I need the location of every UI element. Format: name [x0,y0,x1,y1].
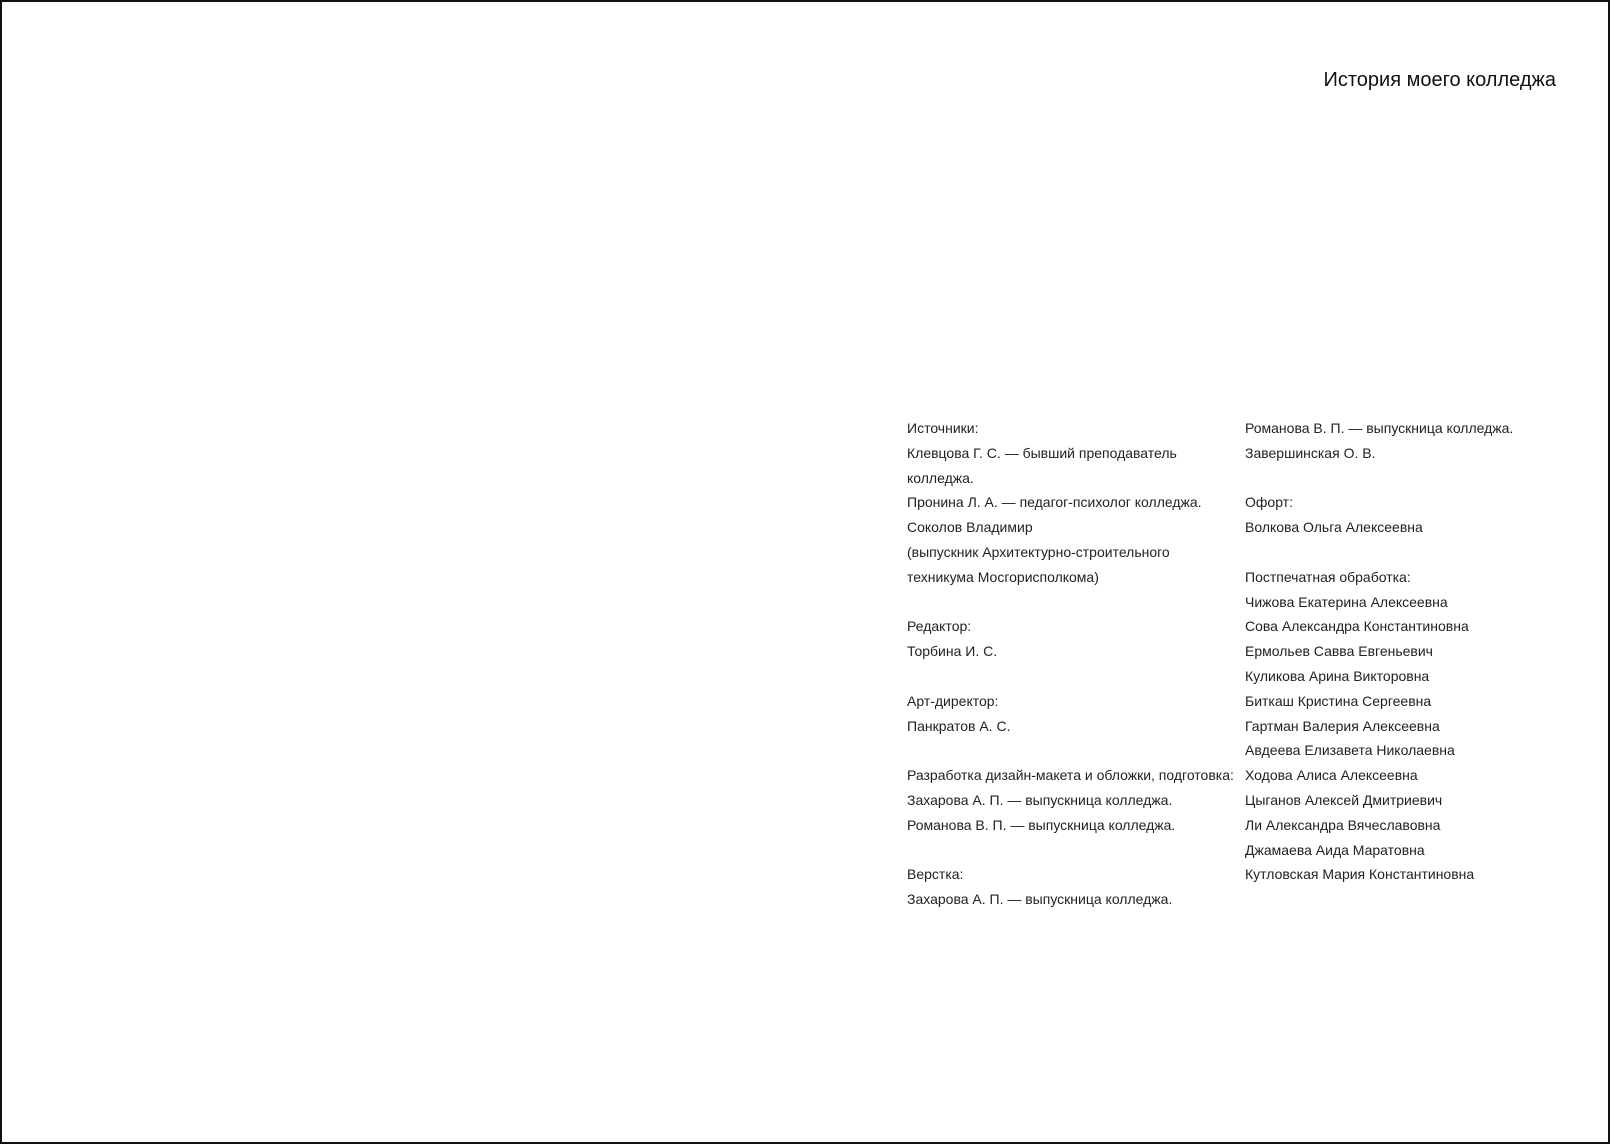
postprint-name: Кутловская Мария Константиновна [1245,866,1475,883]
source-line: Соколов Владимир [907,519,1033,536]
spacer [907,590,1237,615]
postprint-label: Постпечатная обработка: [1245,568,1411,585]
source-line: Романова В. П. — выпускница колледжа. [1245,420,1514,436]
postprint-name: Цыганов Алексей Дмитриевич [1245,791,1443,808]
credits-column-right [1245,416,1585,887]
credits-column-left [907,416,1237,912]
layout-name: Захарова А. П. — выпускница колледжа. [907,891,1173,908]
design-label: Разработка дизайн-макета и обложки, подготовка: [907,767,1234,784]
source-line: Клевцова Г. С. — бывший преподаватель колледжа. [907,444,1177,486]
postprint-name: Ли Александра Вячеславовна [1245,816,1441,833]
postprint-name: Биткаш Кристина Сергеевна [1245,692,1432,709]
spacer [907,838,1237,863]
source-line: Завершинская О. В. [1245,444,1376,461]
postprint-name: Чижова Екатерина Алексеевна [1245,593,1448,610]
layout-label: Верстка: [907,866,964,883]
design-name: Захарова А. П. — выпускница колледжа. [907,791,1173,808]
spacer [907,664,1237,689]
editor-label: Редактор: [907,618,972,635]
postprint-name: Джамаева Аида Маратовна [1245,841,1425,858]
design-name: Романова В. П. — выпускница колледжа. [907,816,1176,833]
postprint-name: Авдеева Елизавета Николаевна [1245,742,1455,759]
spacer [907,738,1237,763]
postprint-name: Сова Александра Константиновна [1245,618,1469,635]
postprint-name: Ермольев Савва Евгеньевич [1245,643,1433,660]
editor-name: Торбина И. С. [907,643,998,660]
etching-name: Волкова Ольга Алексеевна [1245,519,1423,536]
sources-label: Источники: [907,420,979,436]
postprint-name: Куликова Арина Викторовна [1245,667,1430,684]
etching-label: Офорт: [1245,494,1293,511]
art-director-name: Панкратов А. С. [907,717,1011,734]
source-line: (выпускник Архитектурно-строительного техникума Мосгорисполкома) [907,543,1170,585]
book-title: История моего колледжа [1323,69,1556,91]
source-line: Пронина Л. А. — педагог-психолог колледжа. [907,494,1202,511]
spacer [1245,466,1585,491]
art-director-label: Арт-директор: [907,692,999,709]
spacer [1245,540,1585,565]
postprint-name: Ходова Алиса Алексеевна [1245,767,1418,784]
postprint-name: Гартман Валерия Алексеевна [1245,717,1440,734]
